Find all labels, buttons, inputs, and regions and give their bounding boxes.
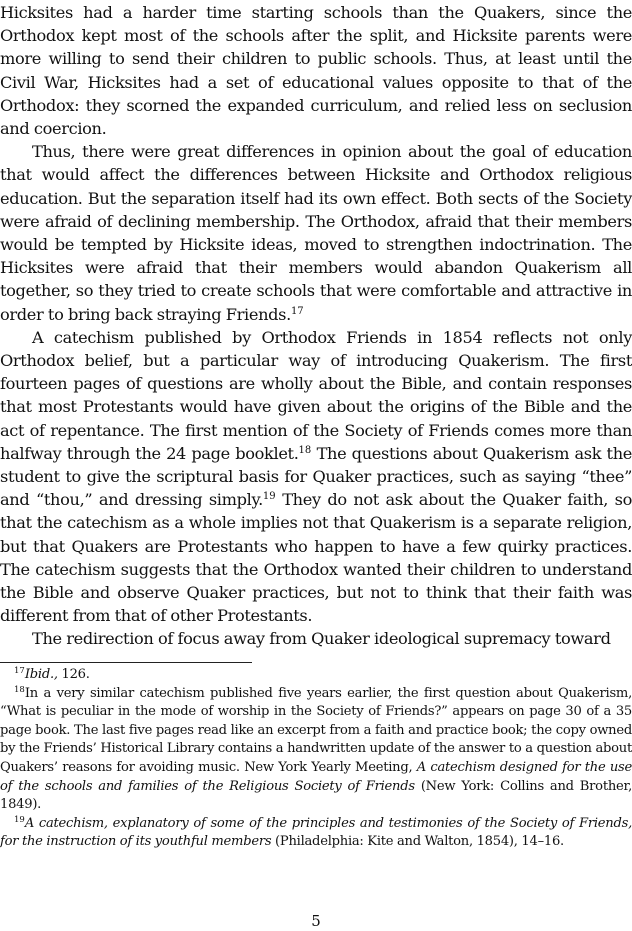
body-text bbox=[0, 1, 632, 651]
paragraph-3 bbox=[0, 326, 632, 628]
paragraph-4 bbox=[0, 627, 632, 650]
footnote-19-title: A catechism, explanatory of some of the principles and testimonies of the Society of Friends, for the instruction of its youthful members bbox=[0, 815, 632, 850]
footnote-18-title: A catechism designed for the use of the schools and families of the Religious Society of Friends bbox=[0, 759, 632, 794]
page-number: 5 bbox=[311, 912, 321, 930]
paragraph-3-text-c: They do not ask about the Quaker faith, so that the catechism as a whole implies not that Quakerism is a separate religion, but that Quakers are Protestants who happen to have a few quirky practices. The catechism suggests that the Orthodox wanted their children to understand the Bible and observe Quaker practices, but not to think that their faith was different from that of other Protestants. bbox=[0, 490, 632, 626]
footnote-18-publication: (New York: Collins and Brother, 1849). bbox=[0, 778, 632, 813]
footnote-ref-17: 17 bbox=[290, 305, 304, 317]
footnote-divider bbox=[0, 662, 252, 663]
footnote-17 bbox=[0, 666, 632, 685]
footnotes bbox=[0, 666, 632, 852]
footnote-ref-18: 18 bbox=[298, 444, 312, 456]
footnote-19-number: 19 bbox=[14, 814, 25, 825]
footnote-17-number: 17 bbox=[14, 666, 25, 676]
paragraph-2-text: Thus, there were great differences in opinion about the goal of education that would affect the differences between Hicksite and Orthodox religious education. But the separation itself had its own effect. Both sects of the Society were afraid of declining membership. The Orthodox, afraid that their members would be tempted by Hicksite ideas, moved to strengthen indoctrination. The Hicksites were afraid that their members would abandon Quakerism all together, so they tried to create schools that were comfortable and attractive in order to bring back straying Friends. bbox=[0, 142, 632, 324]
footnote-17-italic: Ibid., bbox=[24, 667, 58, 682]
paragraph-3-text-a: A catechism published by Orthodox Friends in 1854 reflects not only Orthodox belief, but a particular way of introducing Quakerism. The first fourteen pages of questions are wholly about the Bible, and contain responses that most Protestants would have given about the origins of the Bible and the act of repentance. The first mention of the Society of Friends comes more than halfway through the 24 page booklet. bbox=[0, 327, 632, 463]
footnote-18-number: 18 bbox=[14, 684, 25, 695]
footnote-17-text: 126. bbox=[57, 667, 90, 682]
paragraph-4-text: The redirection of focus away from Quaker ideological supremacy toward bbox=[32, 629, 611, 649]
footnote-18 bbox=[0, 685, 632, 815]
footnote-19 bbox=[0, 815, 632, 852]
footnote-ref-19: 19 bbox=[262, 491, 276, 503]
footnote-18-text: In a very similar catechism published five years earlier, the first question about Quakerism, “What is peculiar in the mode of worship in the Society of Friends?” appears on page 30 of a 35 page book. The last five pages read like an excerpt from a faith and practice book; the copy owned by the Friends’ Historical Library contains a handwritten update of the answer to a question about Quakers’ reasons for avoiding music. New York Yearly Meeting, bbox=[0, 685, 632, 775]
footnote-19-publication: (Philadelphia: Kite and Walton, 1854), 14–16. bbox=[271, 834, 564, 850]
paragraph-2 bbox=[0, 140, 632, 326]
paragraph-1-text: Hicksites had a harder time starting schools than the Quakers, since the Orthodox kept most of the schools after the split, and Hicksite parents were more willing to send their children to public schools. Thus, at least until the Civil War, Hicksites had a set of educational values opposite to that of the Orthodox: they scorned the expanded curriculum, and relied less on seclusion and coercion. bbox=[0, 3, 632, 139]
paragraph-1 bbox=[0, 1, 632, 140]
paragraph-3-text-b: The questions about Quakerism ask the student to give the scriptural basis for Quaker practices, such as saying “thee” and “thou,” and dressing simply. bbox=[0, 443, 632, 510]
